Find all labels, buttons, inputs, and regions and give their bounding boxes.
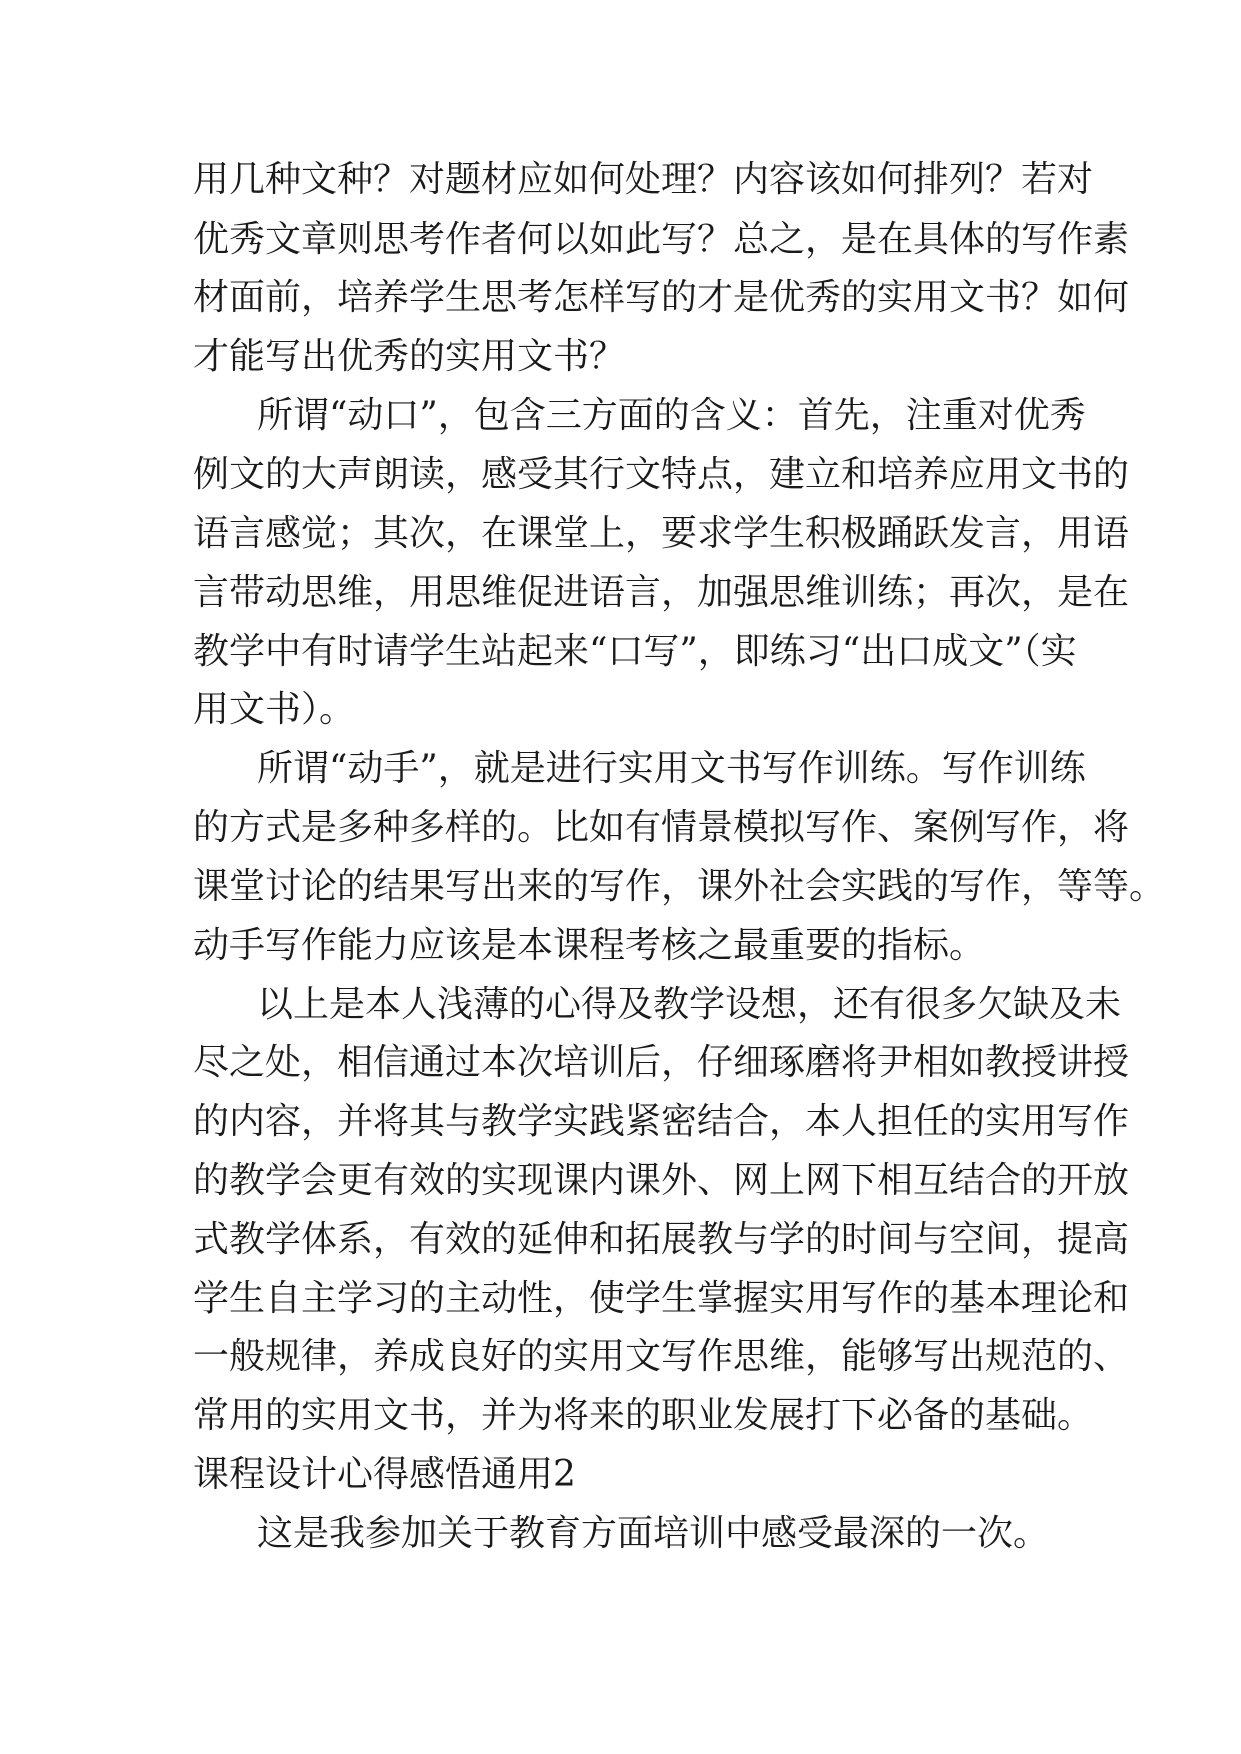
paragraph-line: 的教学会更有效的实现课内课外、网上网下相互结合的开放 [193,1160,1130,1201]
paragraph-line: 才能写出优秀的实用文书？ [193,336,626,377]
paragraph-line: 这是我参加关于教育方面培训中感受最深的一次。 [257,1513,1050,1554]
paragraph-line: 式教学体系，有效的延伸和拓展教与学的时间与空间，提高 [193,1219,1130,1260]
paragraph-line: 所谓“动手”，就是进行实用文书写作训练。写作训练 [257,748,1086,789]
section-heading: 课程设计心得感悟通用2 [193,1454,576,1495]
paragraph-line: 优秀文章则思考作者何以如此写？总之，是在具体的写作素 [193,219,1130,260]
paragraph-line: 教学中有时请学生站起来“口写”，即练习“出口成文”（实 [193,631,1077,672]
paragraph-line: 以上是本人浅薄的心得及教学设想，还有很多欠缺及未 [257,984,1122,1025]
paragraph-line: 语言感觉；其次，在课堂上，要求学生积极踊跃发言，用语 [193,513,1130,554]
paragraph-line: 的内容，并将其与教学实践紧密结合，本人担任的实用写作 [193,1101,1130,1142]
paragraph-line: 学生自主学习的主动性，使学生掌握实用写作的基本理论和 [193,1278,1130,1319]
paragraph-line: 尽之处，相信通过本次培训后，仔细琢磨将尹相如教授讲授 [193,1042,1130,1083]
paragraph-line: 用几种文种？对题材应如何处理？内容该如何排列？若对 [193,159,1094,200]
paragraph-line: 动手写作能力应该是本课程考核之最重要的指标。 [193,925,986,966]
paragraph-line: 课堂讨论的结果写出来的写作，课外社会实践的写作，等等。 [193,866,1166,907]
paragraph-line: 所谓“动口”，包含三方面的含义：首先，注重对优秀 [257,395,1086,436]
paragraph-line: 的方式是多种多样的。比如有情景模拟写作、案例写作，将 [193,807,1130,848]
paragraph-line: 材面前，培养学生思考怎样写的才是优秀的实用文书？如何 [193,277,1130,318]
paragraph-line: 常用的实用文书，并为将来的职业发展打下必备的基础。 [193,1395,1094,1436]
paragraph-line: 例文的大声朗读，感受其行文特点，建立和培养应用文书的 [193,454,1130,495]
paragraph-line: 言带动思维，用思维促进语言，加强思维训练；再次，是在 [193,572,1130,613]
paragraph-line: 用文书）。 [193,689,356,730]
paragraph-line: 一般规律，养成良好的实用文写作思维，能够写出规范的、 [193,1336,1130,1377]
